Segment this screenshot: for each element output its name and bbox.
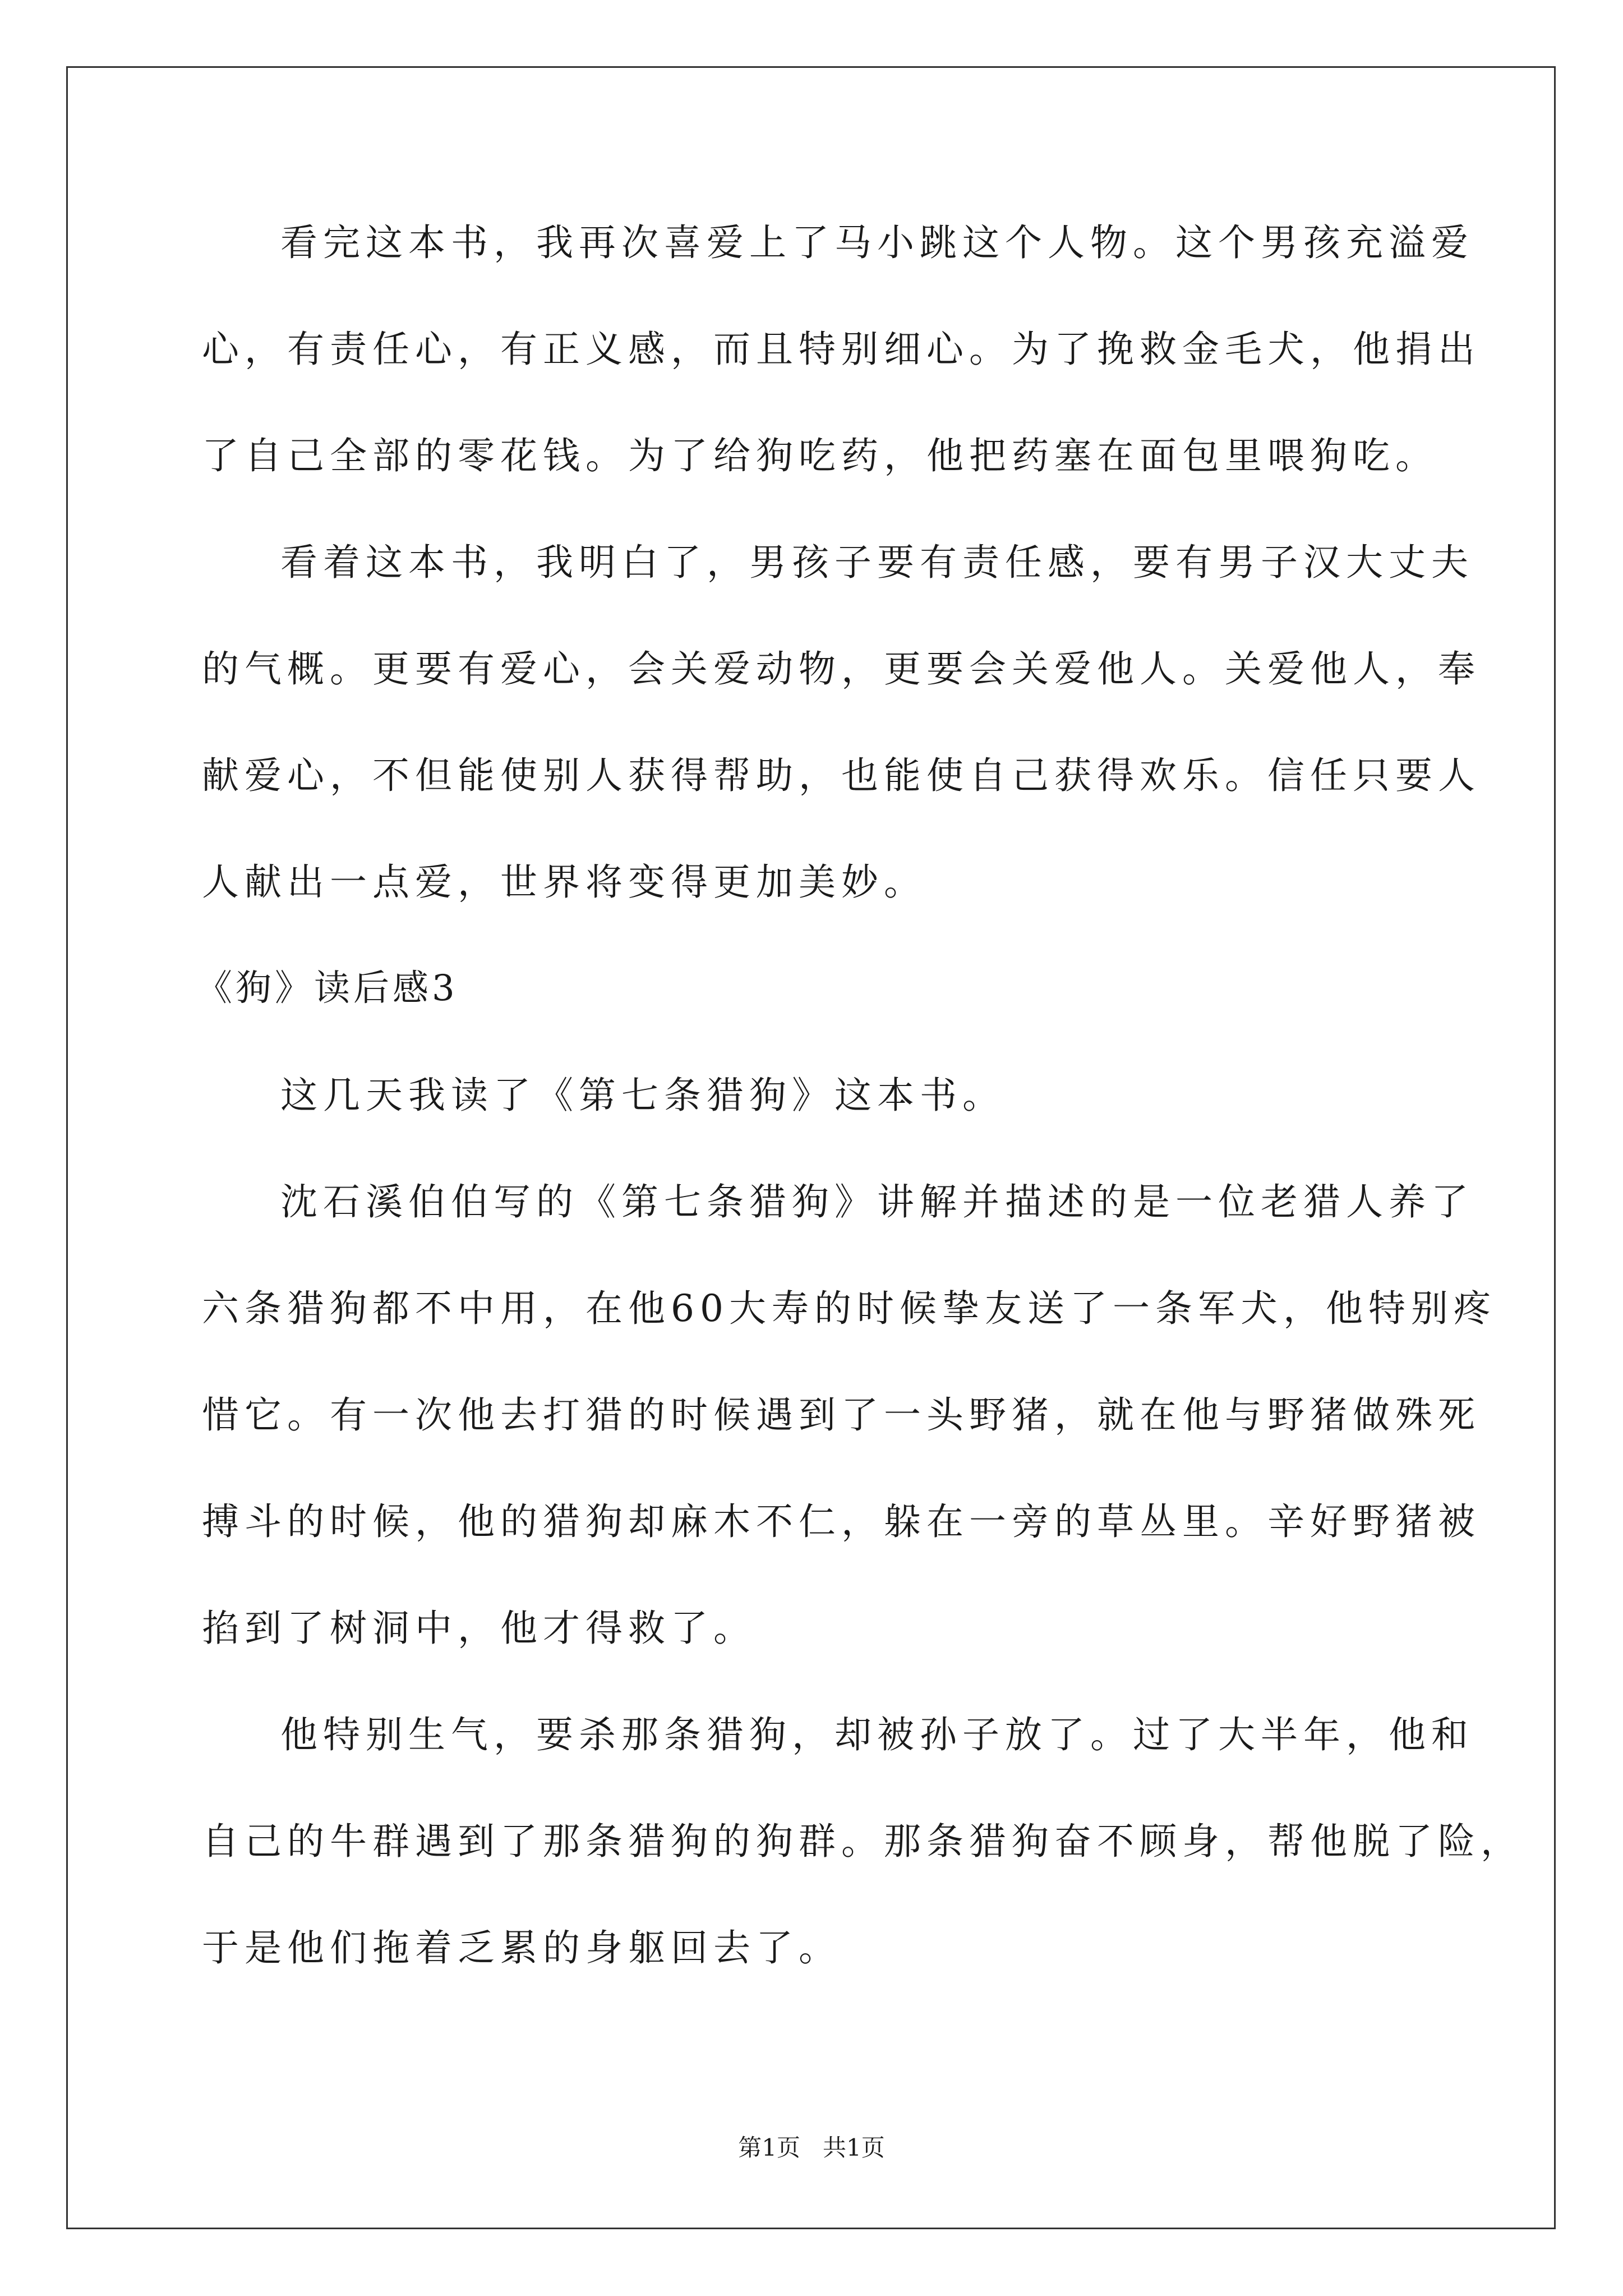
paragraph-line: 人献出一点爱，世界将变得更加美妙。 xyxy=(202,861,926,904)
paragraph-line: 看着这本书，我明白了，男孩子要有责任感，要有男子汉大丈夫 xyxy=(280,541,1474,584)
page-border xyxy=(66,66,1556,2229)
page-footer: 第1页 共1页 xyxy=(738,2134,885,2161)
paragraph-line: 于是他们拖着乏累的身躯回去了。 xyxy=(202,1926,841,1970)
paragraph-line: 献爱心，不但能使别人获得帮助，也能使自己获得欢乐。信任只要人 xyxy=(202,754,1481,797)
paragraph-line: 自己的牛群遇到了那条猎狗的狗群。那条猎狗奋不顾身，帮他脱了险， xyxy=(202,1820,1523,1863)
paragraph-line: 掐到了树洞中，他才得救了。 xyxy=(202,1607,756,1650)
paragraph-line: 看完这本书，我再次喜爱上了马小跳这个人物。这个男孩充溢爱 xyxy=(280,221,1474,264)
paragraph-line: 的气概。更要有爱心，会关爱动物，更要会关爱他人。关爱他人，奉 xyxy=(202,647,1481,691)
paragraph-line: 他特别生气，要杀那条猎狗，却被孙子放了。过了大半年，他和 xyxy=(280,1713,1474,1756)
paragraph-line: 这几天我读了《第七条猎狗》这本书。 xyxy=(280,1074,1005,1117)
paragraph-line: 了自己全部的零花钱。为了给狗吃药，他把药塞在面包里喂狗吃。 xyxy=(202,434,1438,477)
paragraph-line: 六条猎狗都不中用，在他60大寿的时候挚友送了一条军犬，他特别疼 xyxy=(202,1287,1496,1330)
section-heading: 《狗》读后感3 xyxy=(196,968,458,1009)
paragraph-line: 搏斗的时候，他的猎狗却麻木不仁，躲在一旁的草丛里。辛好野猪被 xyxy=(202,1500,1481,1543)
paragraph-line: 沈石溪伯伯写的《第七条猎狗》讲解并描述的是一位老猎人养了 xyxy=(280,1180,1474,1223)
paragraph-line: 心，有责任心，有正义感，而且特别细心。为了挽救金毛犬，他捐出 xyxy=(202,328,1481,371)
paragraph-line: 惜它。有一次他去打猎的时候遇到了一头野猪，就在他与野猪做殊死 xyxy=(202,1393,1481,1437)
